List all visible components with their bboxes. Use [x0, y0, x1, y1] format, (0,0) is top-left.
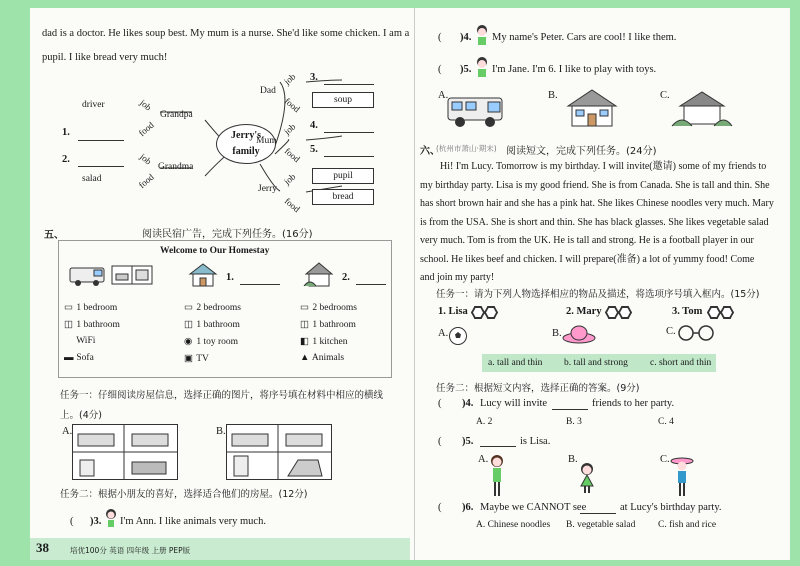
q6-number: )6.: [462, 502, 474, 513]
item-b-label: B.: [552, 328, 562, 339]
football-icon: [448, 326, 468, 346]
ad-item: ◫ 1 bathroom: [184, 320, 240, 330]
bath-icon: ◫: [64, 320, 73, 330]
person-3-answer-boxes[interactable]: [708, 306, 734, 324]
jerry-label: Jerry: [258, 184, 277, 194]
girl-with-hat-icon: [670, 456, 694, 498]
option-a-label: A.: [62, 426, 73, 437]
q6-option-c[interactable]: C. fish and rice: [658, 520, 717, 530]
food-label: food: [136, 119, 156, 139]
ad-item: ◉ 1 toy room: [184, 337, 239, 347]
q5-number: )5.: [460, 64, 472, 75]
job-label: job: [282, 121, 298, 137]
blank-2[interactable]: [78, 166, 124, 167]
ad-item: ▭ 2 bedrooms: [300, 303, 357, 313]
passage-line-2: pupil. I like bread very much!: [42, 52, 168, 63]
q4b-option-b[interactable]: B. 3: [566, 417, 582, 427]
q5-text: I'm Jane. I'm 6. I like to play with toys.: [492, 64, 657, 75]
toy-icon: ◉: [184, 337, 193, 347]
q5b-option-c-label[interactable]: C.: [660, 454, 670, 465]
ad-item: ▬ Sofa: [64, 353, 94, 363]
section-5-number: 五、: [44, 230, 64, 241]
q3-number: )3.: [90, 516, 102, 527]
ad-blank-2-number: 2.: [342, 272, 350, 283]
ad-column-3: [300, 302, 392, 370]
q6-option-a[interactable]: A. Chinese noodles: [476, 520, 551, 530]
blank-1[interactable]: [78, 140, 124, 141]
tv-icon: ▣: [184, 354, 193, 364]
blank-5[interactable]: [324, 156, 374, 157]
blank-4-number: 4.: [310, 120, 318, 131]
item-c-label: C.: [666, 326, 676, 337]
q4-text: My name's Peter. Cars are cool! I like them.: [492, 32, 677, 43]
ad-item: ▣ TV: [184, 354, 209, 364]
house-image: [560, 86, 624, 130]
ad-blank-1[interactable]: [240, 284, 280, 285]
job-label: job: [282, 171, 298, 187]
page-divider: [414, 8, 415, 560]
q4b-blank[interactable]: [552, 409, 588, 410]
q6-option-b[interactable]: B. vegetable salad: [566, 520, 636, 530]
q5-paren: (: [438, 64, 442, 75]
q4-number: )4.: [460, 32, 472, 43]
bath-icon: ◫: [300, 320, 309, 330]
task-1-instruction: 任务一：仔细阅读房屋信息，选择正确的图片，将序号填在材料中相应的横线上。(4分): [60, 390, 384, 421]
section-5-instruction: 阅读民宿广告，完成下列任务。(16分): [142, 229, 313, 240]
person-2-answer-boxes[interactable]: [606, 306, 632, 324]
passage-line: is from the USA. She is short and thin. She has black glasses. She likes vegetable salad: [420, 216, 769, 228]
food-label: food: [136, 171, 156, 191]
section-6-number: 六、: [420, 146, 440, 157]
rv-image: [444, 92, 508, 130]
passage-line: Hi! I'm Lucy. Tomorrow is my birthday. I will invite(邀请) some of my friends to: [440, 161, 767, 172]
house-image: [186, 262, 220, 288]
rv-images: [66, 262, 156, 288]
blank-4[interactable]: [324, 132, 374, 133]
choice-a-label: A.: [438, 90, 449, 101]
ad-title: Welcome to Our Homestay: [160, 246, 270, 256]
q6-blank[interactable]: [580, 513, 616, 514]
passage-line: has short brown hair and she has a pink hat. She likes Chinese noodles very much. Mary: [420, 198, 774, 209]
choice-c-label: C.: [660, 90, 670, 101]
q6-paren: (: [438, 502, 442, 513]
sofa-icon: ▬: [64, 353, 74, 363]
blank-5-number: 5.: [310, 144, 318, 155]
ad-item: ▲ Animals: [300, 353, 345, 363]
q3-paren: (: [70, 516, 74, 527]
grandpa-label: Grandpa: [160, 110, 193, 120]
food-label: food: [282, 95, 302, 115]
q5b-text: is Lisa.: [520, 436, 551, 447]
q5b-option-a-label[interactable]: A.: [478, 454, 489, 465]
q4-paren: (: [438, 32, 442, 43]
girl-icon: [474, 56, 490, 78]
q4b-option-a[interactable]: A. 2: [476, 417, 493, 427]
q4b-text-a: Lucy will invite: [480, 398, 548, 409]
person-1-answer-boxes[interactable]: [472, 306, 498, 324]
ad-item: ◫ 1 bathroom: [300, 320, 356, 330]
hat-icon: [562, 324, 596, 346]
desc-a: a. tall and thin: [488, 358, 543, 368]
salad-label: salad: [82, 174, 102, 184]
ad-item: WiFi: [76, 336, 96, 346]
soup-box: soup: [312, 92, 374, 108]
q4b-text-b: friends to her party.: [592, 398, 675, 409]
blank-3-number: 3.: [310, 72, 318, 83]
dad-label: Dad: [260, 86, 276, 96]
option-b-label: B.: [216, 426, 226, 437]
tall-thin-girl-icon: [486, 454, 508, 498]
pupil-box: pupil: [312, 168, 374, 184]
section-6-task-1: 任务一：请为下列人物选择相应的物品及描述，将选项序号填入框内。(15分): [436, 289, 760, 300]
blank-1-number: 1.: [62, 127, 70, 138]
ad-item: ◫ 1 bathroom: [64, 320, 120, 330]
section-6-source: (杭州市萧山·期末): [436, 144, 497, 153]
worksheet-page: [30, 8, 790, 560]
job-label: job: [282, 71, 298, 87]
girl-icon: [104, 508, 118, 528]
ad-column-2: [184, 302, 284, 370]
q4b-paren: (: [438, 398, 442, 409]
ad-item: ◧ 1 kitchen: [300, 337, 348, 347]
mum-label: Mum: [256, 136, 277, 146]
q6-text-b: at Lucy's birthday party.: [620, 502, 722, 513]
farmhouse-image: [302, 260, 336, 288]
section-6-task-2: 任务二：根据短文内容，选择正确的答案。(9分): [436, 383, 640, 394]
bed-icon: ▭: [184, 303, 193, 313]
q3-text: I'm Ann. I like animals very much.: [120, 516, 266, 527]
farmhouse-image: [670, 86, 734, 130]
job-label: job: [138, 97, 154, 113]
glasses-icon: [676, 324, 716, 342]
desc-b: b. tall and strong: [564, 358, 628, 368]
ad-blank-2[interactable]: [356, 284, 386, 285]
driver-label: driver: [82, 100, 105, 110]
desc-c: c. short and thin: [650, 358, 712, 368]
animals-icon: ▲: [300, 353, 310, 363]
section-6-instruction: 阅读短文，完成下列任务。(24分): [506, 146, 657, 157]
q5b-option-b-label[interactable]: B.: [568, 454, 578, 465]
option-a-image: [72, 424, 178, 480]
choice-b-label: B.: [548, 90, 558, 101]
q4b-option-c[interactable]: C. 4: [658, 417, 674, 427]
option-b-image: [226, 424, 332, 480]
passage-line-1: dad is a doctor. He likes soup best. My mum is a nurse. She'd like some chicken. I am a: [42, 28, 410, 39]
bread-box: bread: [312, 189, 374, 205]
person-2-label: 2. Mary: [566, 306, 602, 317]
passage-line: school. He likes beef and chicken. I will prepare(准备) a lot of yummy food! Come: [420, 253, 755, 265]
grandma-label: Grandma: [158, 162, 194, 172]
center-node: Jerry's family: [216, 124, 276, 164]
q5b-number: )5.: [462, 436, 474, 447]
passage-line: my birthday party. Lisa is my good friend. She is from Canada. She is tall and thin. She: [420, 179, 770, 191]
kitchen-icon: ◧: [300, 337, 309, 347]
bed-icon: ▭: [300, 303, 309, 313]
ad-column-1: [64, 302, 164, 370]
person-3-label: 3. Tom: [672, 306, 703, 317]
boy-icon: [474, 24, 490, 46]
food-label: food: [282, 195, 302, 215]
ad-item: ▭ 1 bedroom: [64, 303, 118, 313]
passage-line: very much. Tom is from the UK. He is tall and strong. He is a football player in our: [420, 235, 754, 246]
page-number: 38: [36, 540, 49, 555]
footer-info: 培优100分 英语 四年级 上册 PEP版: [70, 546, 191, 555]
passage-line: and join my party!: [420, 272, 495, 283]
section-6-passage: [420, 158, 786, 288]
q5b-paren: (: [438, 436, 442, 447]
q6-text-a: Maybe we CANNOT see: [480, 502, 587, 513]
item-a-label: A.: [438, 328, 449, 339]
short-girl-icon: [576, 462, 598, 494]
food-label: food: [282, 145, 302, 165]
blank-2-number: 2.: [62, 154, 70, 165]
q5b-blank[interactable]: [480, 446, 516, 447]
bath-icon: ◫: [184, 320, 193, 330]
ad-item: ▭ 2 bedrooms: [184, 303, 241, 313]
ad-blank-1-number: 1.: [226, 272, 234, 283]
task-2-instruction: 任务二：根据小朋友的喜好，选择适合他们的房屋。(12分): [60, 489, 308, 500]
person-1-label: 1. Lisa: [438, 306, 468, 317]
q4b-number: )4.: [462, 398, 474, 409]
blank-3[interactable]: [324, 84, 374, 85]
job-label: job: [138, 151, 154, 167]
bed-icon: ▭: [64, 303, 73, 313]
